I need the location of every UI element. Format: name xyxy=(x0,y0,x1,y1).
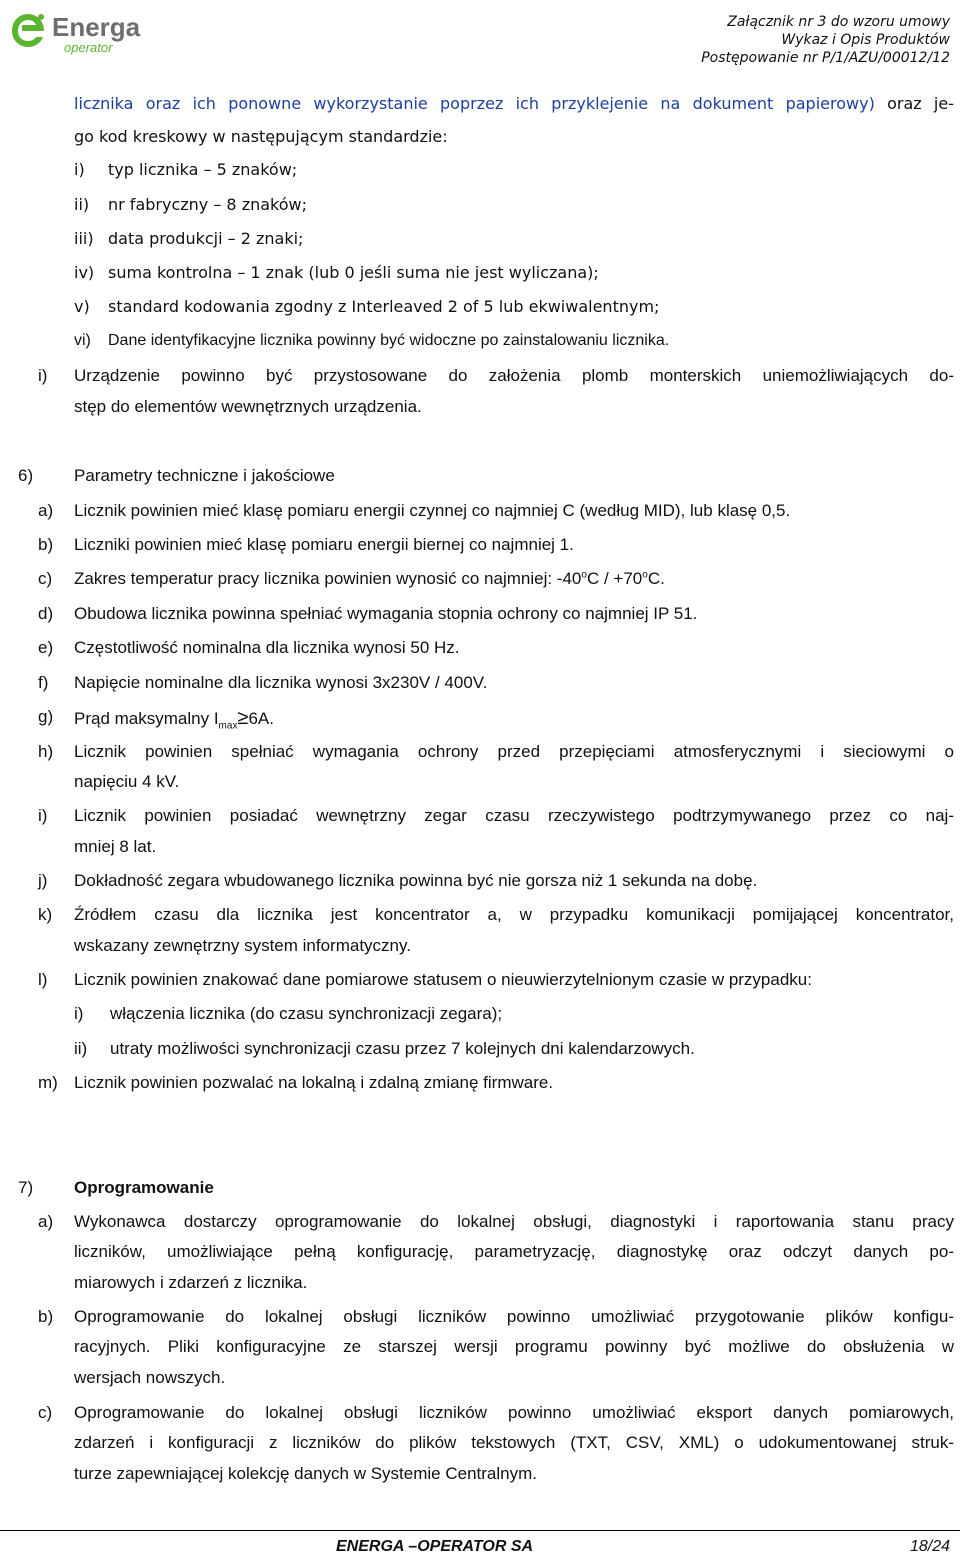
s7-a-line-2: liczników, umożliwiające pełną konfigurację, parametryzację, diagnostykę oraz odczyt danych po- xyxy=(74,1242,954,1261)
header-line-1: Załącznik nr 3 do wzoru umowy xyxy=(727,14,950,30)
list-item: ii) nr fabryczny – 8 znaków; xyxy=(74,195,307,214)
s6-d-text: Obudowa licznika powinna spełniać wymagania stopnia ochrony co najmniej IP 51. xyxy=(74,604,698,623)
s6-h-line-2: napięciu 4 kV. xyxy=(74,772,180,791)
list-item: ii) utraty możliwości synchronizacji czasu przez 7 kolejnych dni kalendarzowych. xyxy=(74,1039,695,1058)
s6-i-line-2: mniej 8 lat. xyxy=(74,837,157,856)
item-i-line-2: stęp do elementów wewnętrznych urządzenia. xyxy=(74,397,422,416)
list-item: v) standard kodowania zgodny z Interleaved 2 of 5 lub ekwiwalentnym; xyxy=(74,297,660,316)
s6-f-num: f) xyxy=(38,673,49,692)
intro-rest: oraz je- xyxy=(874,94,954,113)
energa-logo-icon xyxy=(8,10,48,52)
footer-company: ENERGA –OPERATOR SA xyxy=(336,1538,534,1555)
s6-b-text: Liczniki powinien mieć klasę pomiaru energii biernej co najmniej 1. xyxy=(74,535,574,554)
s6-b-num: b) xyxy=(38,535,54,554)
intro-line-1 xyxy=(74,94,954,113)
item-i-line-1: Urządzenie powinno być przystosowane do założenia plomb monterskich uniemożliwiających do- xyxy=(74,366,954,385)
s6-e-num: e) xyxy=(38,638,54,657)
s6-a-text: Licznik powinien mieć klasę pomiaru energii czynnej co najmniej C (według MID), lub klasę 0,5. xyxy=(74,501,791,520)
s6-j-text: Dokładność zegara wbudowanego licznika powinna być nie gorsza niż 1 sekunda na dobę. xyxy=(74,871,758,890)
footer-divider xyxy=(0,1530,960,1531)
footer-page-number: 18/24 xyxy=(909,1538,950,1555)
section-7-title: Oprogramowanie xyxy=(74,1178,214,1197)
s6-k-line-1: Źródłem czasu dla licznika jest koncentrator a, w przypadku komunikacji pomijającej koncentrator, xyxy=(74,905,954,924)
s6-i-line-1: Licznik powinien posiadać wewnętrzny zegar czasu rzeczywistego podtrzymywanego przez co naj- xyxy=(74,806,954,825)
s6-f-text: Napięcie nominalne dla licznika wynosi 3x230V / 400V. xyxy=(74,673,488,692)
s7-b-line-2: racyjnych. Pliki konfiguracyjne ze starszej wersji programu powinny być możliwe do obsłużenia w xyxy=(74,1337,954,1356)
s6-j-num: j) xyxy=(38,871,48,890)
s6-d-num: d) xyxy=(38,604,54,623)
s7-b-line-1: Oprogramowanie do lokalnej obsługi liczników powinno umożliwiać przygotowanie plików konfigu- xyxy=(74,1307,954,1326)
list-item: i) typ licznika – 5 znaków; xyxy=(74,160,298,179)
s6-h-num: h) xyxy=(38,742,54,761)
s7-a-line-3: miarowych i zdarzeń z licznika. xyxy=(74,1273,308,1292)
section-6-title: Parametry techniczne i jakościowe xyxy=(74,466,335,485)
s6-e-text: Częstotliwość nominalna dla licznika wynosi 50 Hz. xyxy=(74,638,460,657)
logo-word: Energa xyxy=(52,12,141,42)
s7-a-num: a) xyxy=(38,1212,54,1231)
s6-k-line-2: wskazany zewnętrzny system informatyczny. xyxy=(74,936,411,955)
s6-c-num: c) xyxy=(38,569,53,588)
intro-link-text: licznika oraz ich ponowne wykorzystanie poprzez ich przyklejenie na dokument papierowy) xyxy=(74,94,875,113)
s6-l-num: l) xyxy=(38,970,48,989)
s7-b-num: b) xyxy=(38,1307,54,1326)
s7-c-line-1: Oprogramowanie do lokalnej obsługi liczników powinno umożliwiać eksport danych pomiarowych, xyxy=(74,1403,954,1422)
s6-a-num: a) xyxy=(38,501,54,520)
s7-c-line-2: zdarzeń i konfiguracji z liczników do plików tekstowych (TXT, CSV, XML) o udokumentowanej struk- xyxy=(74,1433,954,1452)
s7-c-num: c) xyxy=(38,1403,53,1422)
list-item: vi) Dane identyfikacyjne licznika powinny być widoczne po zainstalowaniu licznika. xyxy=(74,332,670,349)
s7-b-line-3: wersjach nowszych. xyxy=(74,1368,226,1387)
s6-m-text: Licznik powinien pozwalać na lokalną i zdalną zmianę firmware. xyxy=(74,1073,554,1092)
list-item: iii) data produkcji – 2 znaki; xyxy=(74,229,304,248)
s7-c-line-3: turze zapewniającej kolekcję danych w Systemie Centralnym. xyxy=(74,1464,537,1483)
s6-i-num: i) xyxy=(38,806,48,825)
intro-line-2: go kod kreskowy w następującym standardzie: xyxy=(74,127,448,146)
header-line-3: Postępowanie nr P/1/AZU/00012/12 xyxy=(701,50,950,66)
section-7-num: 7) xyxy=(18,1178,34,1197)
s7-a-line-1: Wykonawca dostarczy oprogramowanie do lokalnej obsługi, diagnostyki i raportowania stanu pracy xyxy=(74,1212,954,1231)
header-line-2: Wykaz i Opis Produktów xyxy=(781,32,950,48)
item-i-num: i) xyxy=(38,366,48,385)
s6-h-line-1: Licznik powinien spełniać wymagania ochrony przed przepięciami atmosferycznymi i sieciowymi o xyxy=(74,742,954,761)
logo-sub: operator xyxy=(64,40,113,55)
s6-m-num: m) xyxy=(38,1073,58,1092)
s6-c-text: Zakres temperatur pracy licznika powinien wynosić co najmniej: $-40^oC / +70^oC$. xyxy=(74,569,665,588)
list-item: i) włączenia licznika (do czasu synchronizacji zegara); xyxy=(74,1004,503,1023)
s6-g-text: Prąd maksymalny $I_{max}\ge 6A$. xyxy=(74,707,274,732)
s6-g-num: g) xyxy=(38,707,54,726)
logo xyxy=(8,8,158,56)
list-item: iv) suma kontrolna – 1 znak (lub 0 jeśli suma nie jest wyliczana); xyxy=(74,263,599,282)
s6-l-text: Licznik powinien znakować dane pomiarowe statusem o nieuwierzytelnionym czasie w przypadku: xyxy=(74,970,812,989)
section-6-num: 6) xyxy=(18,466,34,485)
s6-k-num: k) xyxy=(38,905,53,924)
